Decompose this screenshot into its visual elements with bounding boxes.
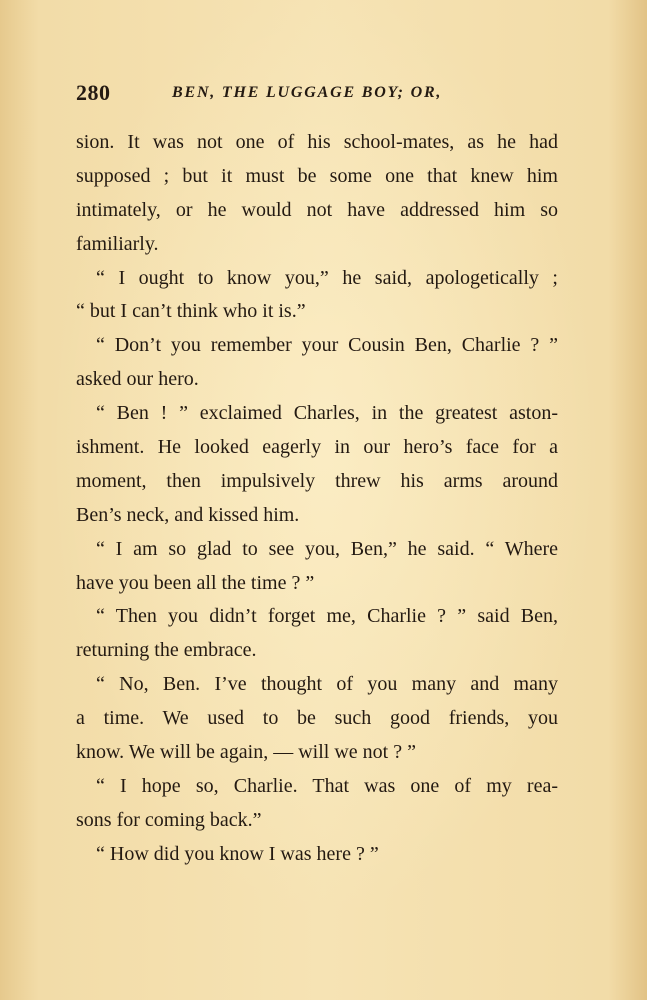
text-line: “ I hope so, Charlie. That was one of my rea-: [96, 774, 558, 797]
text-line: moment, then impulsively threw his arms around: [76, 469, 558, 492]
text-line: “ Then you didn’t forget me, Charlie ? ” said Ben,: [96, 605, 558, 628]
text-line: familiarly.: [76, 232, 159, 255]
text-line: sons for coming back.”: [76, 808, 262, 831]
text-line: Ben’s neck, and kissed him.: [76, 503, 300, 526]
text-line: “ I am so glad to see you, Ben,” he said. “ Where: [96, 537, 558, 560]
text-line: asked our hero.: [76, 368, 199, 391]
text-line: know. We will be again, — will we not ? ”: [76, 741, 416, 764]
text-line: “ Ben ! ” exclaimed Charles, in the greatest aston-: [96, 402, 558, 425]
body-text: [76, 126, 558, 872]
text-line: “ Don’t you remember your Cousin Ben, Charlie ? ”: [96, 334, 558, 357]
text-line: sion. It was not one of his school-mates, as he had: [76, 131, 558, 153]
text-line: supposed ; but it must be some one that knew him: [76, 164, 558, 187]
text-line: “ but I can’t think who it is.”: [76, 300, 306, 323]
text-line: a time. We used to be such good friends, you: [76, 707, 558, 730]
text-line: “ I ought to know you,” he said, apologetically ;: [96, 266, 558, 289]
text-line: ishment. He looked eagerly in our hero’s face for a: [76, 436, 558, 459]
page-header: [76, 80, 556, 110]
text-line: “ No, Ben. I’ve thought of you many and many: [96, 673, 558, 696]
text-line: returning the embrace.: [76, 639, 257, 662]
text-line: “ How did you know I was here ? ”: [96, 842, 379, 865]
page-number: 280: [76, 80, 111, 105]
text-line: have you been all the time ? ”: [76, 571, 315, 594]
running-head: BEN, THE LUGGAGE BOY; OR,: [172, 84, 443, 101]
text-line: intimately, or he would not have addressed him so: [76, 198, 558, 221]
